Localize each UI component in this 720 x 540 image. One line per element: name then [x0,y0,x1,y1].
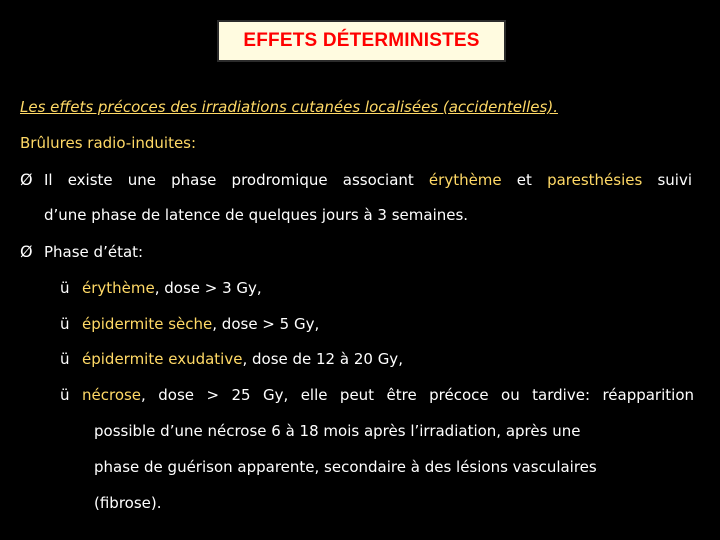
check-icon: ü [60,350,70,368]
check-item-4-line1: nécrose, dose > 25 Gy, elle peut être précoce ou tardive: réapparition [82,386,694,404]
check-item-4-line4: (fibrose). [94,494,162,512]
term-erytheme: érythème [428,171,502,189]
slide-subtitle: Les effets précoces des irradiations cutanées localisées (accidentelles). [20,98,558,116]
check-item-1: érythème, dose > 3 Gy, [82,279,262,297]
arrow-bullet-icon: Ø [20,242,33,261]
bullet2-text: Phase d’état: [44,243,144,261]
bullet1-line1: Il existe une phase prodromique associant érythème et paresthésies suivi [44,171,692,189]
check-item-4-line3: phase de guérison apparente, secondaire à des lésions vasculaires [94,458,597,476]
term-paresthesies: paresthésies [547,171,643,189]
check-item-4-line2: possible d’une nécrose 6 à 18 mois après l’irradiation, après une [94,422,581,440]
title-box [217,20,506,62]
bullet1-line2: d’une phase de latence de quelques jours à 3 semaines. [44,206,469,224]
check-item-2: épidermite sèche, dose > 5 Gy, [82,315,320,333]
check-icon: ü [60,315,70,333]
check-icon: ü [60,279,70,297]
slide-title: EFFETS DÉTERMINISTES [243,30,480,51]
section-title: Brûlures radio-induites: [20,134,197,152]
check-item-3: épidermite exudative, dose de 12 à 20 Gy, [82,350,403,368]
arrow-bullet-icon: Ø [20,170,33,189]
check-icon: ü [60,386,70,404]
